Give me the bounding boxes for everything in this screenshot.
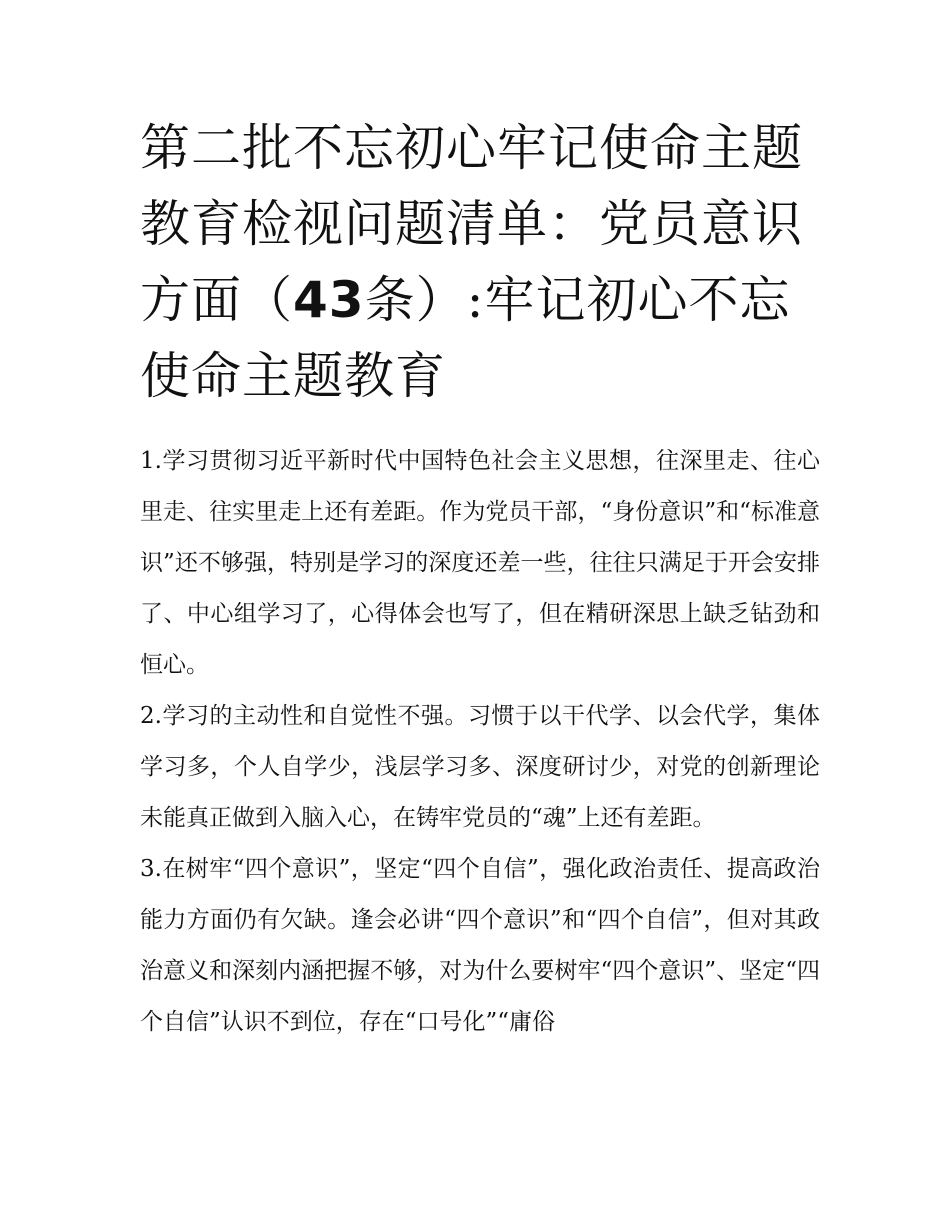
title-text-part1: 第二批不忘初心牢记使命主题教育检视问题清单：党员意识方面（ — [140, 119, 803, 329]
document-title — [140, 110, 820, 414]
document-page — [140, 110, 820, 1048]
title-text-part2: 条）:牢记初心不忘使命主题教育 — [140, 271, 791, 405]
title-number: 43 — [293, 271, 365, 329]
paragraph-2: 2.学习的主动性和自觉性不强。习惯于以干代学、以会代学，集体学习多，个人自学少，浅层学习多、深度研讨少，对党的创新理论未能真正做到入脑入心，在铸牢党员的“魂”上还有差距。 — [140, 703, 820, 831]
paragraph-3: 3.在树牢“四个意识”，坚定“四个自信”，强化政治责任、提高政治能力方面仍有欠缺。逢会必讲“四个意识”和“四个自信”，但对其政治意义和深刻内涵把握不够，对为什么要树牢“四个意识”、坚定“四个自信”认识不到位，存在“口号化”“庸俗 — [140, 856, 820, 1035]
paragraph-1: 1.学习贯彻习近平新时代中国特色社会主义思想，往深里走、往心里走、往实里走上还有差距。作为党员干部，“身份意识”和“标准意识”还不够强，特别是学习的深度还差一些，往往只满足于开会安排了、中心组学习了，心得体会也写了，但在精研深思上缺乏钻劲和恒心。 — [140, 448, 820, 678]
